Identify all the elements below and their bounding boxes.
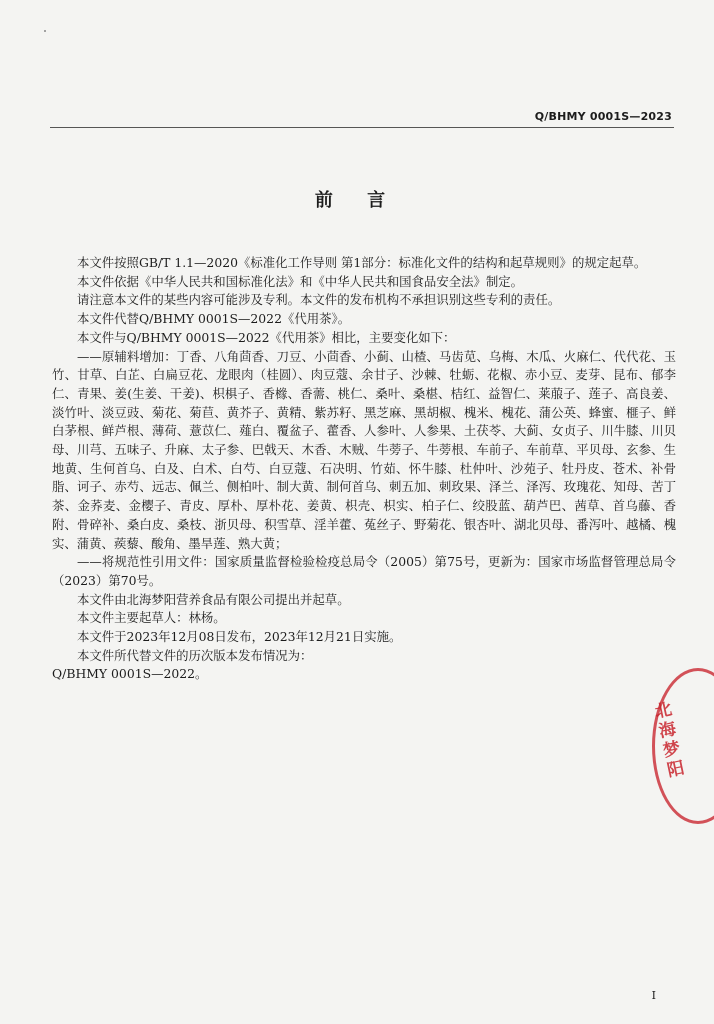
paragraph: 本文件主要起草人：林杨。	[77, 610, 226, 626]
page-number: I	[651, 989, 656, 1002]
paragraph: 请注意本文件的某些内容可能涉及专利。本文件的发布机构不承担识别这些专利的责任。	[77, 292, 561, 308]
scan-speck	[44, 30, 46, 32]
paragraph: 本文件代替Q/BHMY 0001S—2022《代用茶》。	[77, 311, 351, 327]
paragraph: 本文件于2023年12月08日发布，2023年12月21日实施。	[77, 629, 402, 645]
paragraph: 本文件依据《中华人民共和国标准化法》和《中华人民共和国食品安全法》制定。	[77, 273, 524, 289]
paragraph: 本文件按照GB/T 1.1—2020《标准化工作导则 第1部分：标准化文件的结构和起草规则》的规定起草。	[77, 255, 647, 270]
paragraph: ——原辅料增加：丁香、八角茴香、刀豆、小茴香、小蓟、山楂、马齿苋、乌梅、木瓜、火麻仁、代代花、玉竹、甘草、白芷、白扁豆花、龙眼肉（桂圆）、肉豆蔻、余甘子、沙棘、牡蛎、花椒、赤小豆、麦芽、昆布、郁李仁、青果、姜(生姜、干姜)、枳椇子、香橼、香薷、桃仁、桑叶、桑椹、桔红、益智仁、莱菔子、莲子、高良姜、淡竹叶、淡豆豉、菊花、菊苣、黄芥子、黄精、紫苏籽、黑芝麻、黑胡椒、槐米、槐花、蒲公英、蜂蜜、榧子、鲜白茅根、鲜芦根、薄荷、薏苡仁、薤白、覆盆子、藿香、人参叶、人参果、土茯苓、大蓟、女贞子、川牛膝、川贝母、川芎、五味子、升麻、太子参、巴戟天、木香、木贼、牛蒡子、牛蒡根、车前子、车前草、平贝母、玄参、生地黄、生何首乌、白及、白术、白芍、白豆蔻、石决明、竹茹、怀牛膝、杜仲叶、沙苑子、牡丹皮、苍术、补骨脂、诃子、赤芍、远志、佩兰、侧柏叶、制大黄、制何首乌、刺五加、刺玫果、泽兰、泽泻、玫瑰花、知母、苦丁茶、金荞麦、金樱子、青皮、厚朴、厚朴花、姜黄、枳壳、枳实、柏子仁、绞股蓝、葫芦巴、茜草、首乌藤、香附、骨碎补、桑白皮、桑枝、浙贝母、积雪草、淫羊藿、菟丝子、野菊花、银杏叶、湖北贝母、番泻叶、越橘、槐实、蒲黄、蒺藜、酸角、墨旱莲、熟大黄；	[52, 348, 676, 551]
paragraph: Q/BHMY 0001S—2022。	[52, 666, 208, 682]
paragraph: 本文件与Q/BHMY 0001S—2022《代用茶》相比，主要变化如下：	[77, 329, 456, 345]
paragraph: 本文件由北海梦阳营养食品有限公司提出并起草。	[77, 591, 350, 607]
header-divider	[50, 127, 674, 128]
page-title: 前 言	[314, 190, 400, 211]
paragraph: ——将规范性引用文件：国家质量监督检验检疫总局令（2005）第75号，更新为：国家市场监督管理总局令（2023）第70号。	[52, 554, 676, 588]
foreword-body	[52, 254, 676, 684]
seal-text: 北海梦阳	[653, 699, 687, 782]
document-code: Q/BHMY 0001S—2023	[534, 110, 672, 123]
company-seal-stamp	[652, 668, 714, 824]
paragraph: 本文件所代替文件的历次版本发布情况为：	[77, 647, 313, 663]
